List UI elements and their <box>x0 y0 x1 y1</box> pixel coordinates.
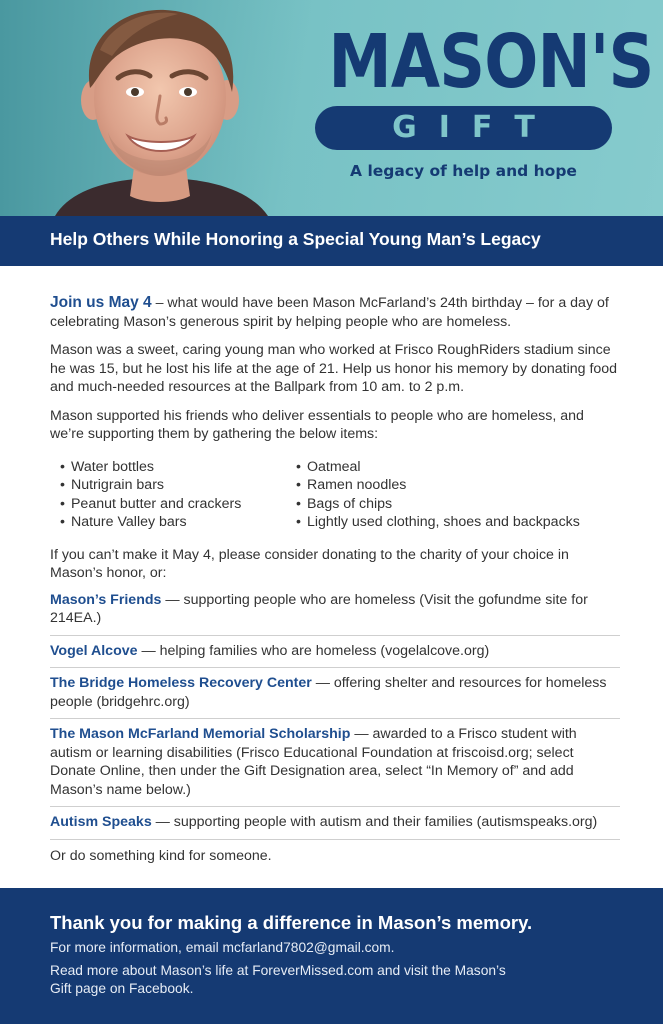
hero-header <box>0 0 663 216</box>
list-item: • Nutrigrain bars <box>60 476 296 495</box>
donate-intro: If you can’t make it May 4, please consider donating to the charity of your choice in Mason’s honor, or: <box>50 546 569 581</box>
footer-more-info: Read more about Mason’s life at ForeverMissed.com and visit the Mason’s Gift page on Facebook. <box>50 963 506 996</box>
list-item: • Peanut butter and crackers <box>60 495 296 514</box>
charity-description: — offering shelter and resources for homeless people (bridgehrc.org) <box>50 675 607 710</box>
items-column-right <box>296 458 580 532</box>
donation-items-list <box>60 458 620 532</box>
banner-headline: Help Others While Honoring a Special Young Man’s Legacy <box>50 229 541 249</box>
charity-name: Autism Speaks <box>50 814 152 830</box>
event-date-lead: Join us May 4 <box>50 294 152 311</box>
charity-description: — supporting people who are homeless (Visit the gofundme site for 214EA.) <box>50 591 588 626</box>
charity-name: Vogel Alcove <box>50 642 138 659</box>
charity-memorial-scholarship <box>50 719 620 807</box>
charity-vogel-alcove <box>50 636 620 669</box>
charity-description: — awarded to a Frisco student with autism or learning disabilities (Frisco Educational Foundation at friscoisd.org; select Donate Online, then under the Gift Designation area, select “In Memory of” and add Mason’s name below.) <box>50 726 577 798</box>
thank-you-footer <box>0 888 663 1024</box>
charity-the-bridge <box>50 668 620 719</box>
main-content <box>50 294 620 865</box>
brand-subtitle-pill: GIFT <box>315 106 612 150</box>
portrait-photo <box>0 0 330 216</box>
intro-text: – what would have been Mason McFarland’s 24th birthday – for a day of celebrating Mason’s generous spirit by helping people who are homeless. <box>50 295 609 330</box>
charity-description: — helping families who are homeless (vogelalcove.org) <box>137 642 490 659</box>
list-item: • Bags of chips <box>296 495 580 514</box>
closing-line: Or do something kind for someone. <box>50 847 272 864</box>
charity-name: Mason’s Friends <box>50 591 162 608</box>
items-column-left <box>60 458 296 532</box>
footer-contact: For more information, email mcfarland7802@gmail.com. <box>50 940 395 955</box>
charity-name: The Mason McFarland Memorial Scholarship <box>50 726 351 742</box>
charity-description: — supporting people with autism and their families (autismspeaks.org) <box>151 814 598 830</box>
headline-banner <box>0 216 663 266</box>
charity-autism-speaks <box>50 807 620 840</box>
list-item: • Nature Valley bars <box>60 513 296 532</box>
list-item: • Oatmeal <box>296 458 580 477</box>
footer-heading: Thank you for making a difference in Mason’s memory. <box>50 912 533 933</box>
brand-title: MASON'S <box>328 19 654 105</box>
list-item: • Water bottles <box>60 458 296 477</box>
intro-paragraph <box>50 294 620 331</box>
list-item: • Ramen noodles <box>296 476 580 495</box>
charity-name: The Bridge Homeless Recovery Center <box>50 675 312 691</box>
tagline: A legacy of help and hope <box>350 162 577 180</box>
support-paragraph: Mason supported his friends who deliver essentials to people who are homeless, and we’re supporting them by gathering the below items: <box>50 407 584 442</box>
list-item: • Lightly used clothing, shoes and backpacks <box>296 513 580 532</box>
story-paragraph: Mason was a sweet, caring young man who worked at Frisco RoughRiders stadium since he was 15, but he lost his life at the age of 21. Help us honor his memory by donating food and much-needed resources at the Ballpark from 10 am. to 2 p.m. <box>50 342 618 395</box>
charity-masons-friends <box>50 589 620 636</box>
